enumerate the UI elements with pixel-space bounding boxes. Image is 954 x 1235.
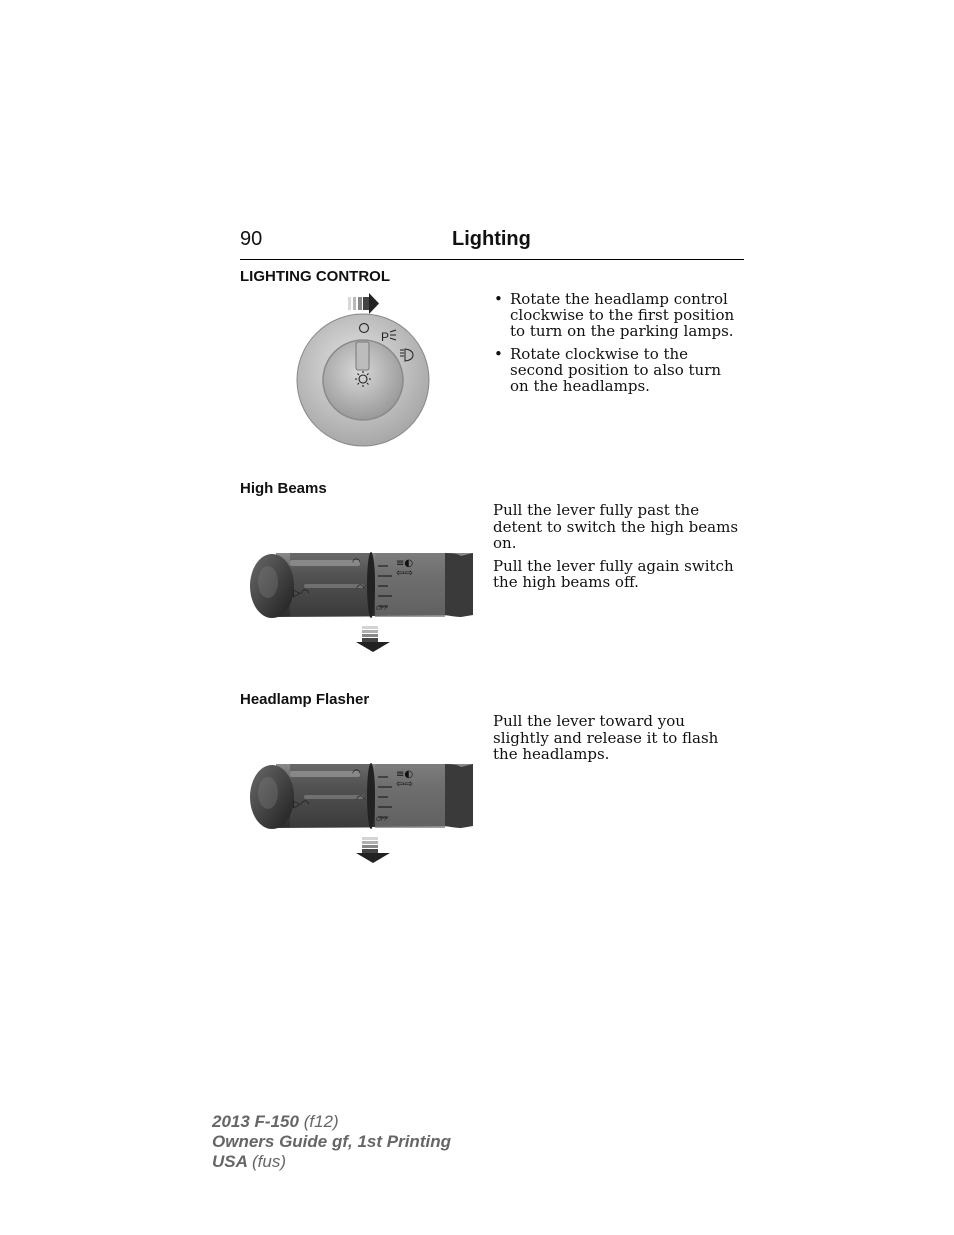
high-beams-text	[493, 502, 743, 597]
washer-icon: ◠	[356, 583, 365, 594]
footer-region-code: (fus)	[252, 1152, 286, 1171]
header-rule	[240, 259, 744, 260]
page-title: Lighting	[452, 228, 531, 250]
page-number: 90	[240, 228, 263, 250]
headlamp-dial-illustration	[292, 292, 432, 448]
paragraph: Pull the lever toward you slightly and release it to flash the headlamps.	[493, 712, 719, 763]
footer-line-3	[212, 1152, 451, 1172]
pull-down-arrow-icon	[356, 626, 390, 652]
section-heading: LIGHTING CONTROL	[240, 268, 390, 285]
footer-line-1	[212, 1112, 451, 1132]
rear-wiper-icon: ▷◠	[293, 588, 310, 599]
headlamp-flasher-heading: Headlamp Flasher	[240, 691, 370, 708]
wiper-icon: ◠	[352, 768, 361, 779]
page-header	[240, 228, 744, 258]
footer-model: 2013 F-150	[212, 1112, 299, 1131]
footer-model-code: (f12)	[303, 1112, 339, 1131]
high-beam-icon: ≡◐	[396, 558, 414, 569]
paragraph: Pull the lever fully again switch the high beams off.	[493, 556, 734, 591]
footer-line-2: Owners Guide gf, 1st Printing	[212, 1132, 451, 1151]
list-item: • Rotate the headlamp control clockwise to the first position to turn on the parking lamps.	[493, 291, 743, 339]
rear-wiper-icon: ▷◠	[293, 799, 310, 810]
pull-down-arrow-icon	[356, 837, 390, 863]
footer-region: USA	[212, 1152, 248, 1171]
turn-signal-icon: ⇦⇨	[396, 568, 413, 579]
lever-off-label: OFF	[376, 606, 388, 612]
high-beam-icon: ≡◐	[396, 769, 414, 780]
wiper-icon: ◠	[352, 557, 361, 568]
page-footer	[212, 1112, 451, 1172]
paragraph: Pull the lever fully past the detent to switch the high beams on.	[493, 501, 739, 552]
rotation-arrow-icon	[348, 293, 379, 314]
headlamp-flasher-lever-illustration	[248, 759, 476, 867]
parking-lamp-label: P	[381, 330, 390, 344]
washer-icon: ◠	[356, 794, 365, 805]
headlamp-flasher-text	[493, 713, 743, 769]
turn-signal-icon: ⇦⇨	[396, 779, 413, 790]
high-beams-heading: High Beams	[240, 480, 327, 497]
lighting-control-bullets	[493, 291, 743, 401]
list-item: • Rotate clockwise to the second position to also turn on the headlamps.	[493, 346, 743, 394]
high-beam-lever-illustration	[248, 548, 476, 656]
lever-off-label: OFF	[376, 817, 388, 823]
